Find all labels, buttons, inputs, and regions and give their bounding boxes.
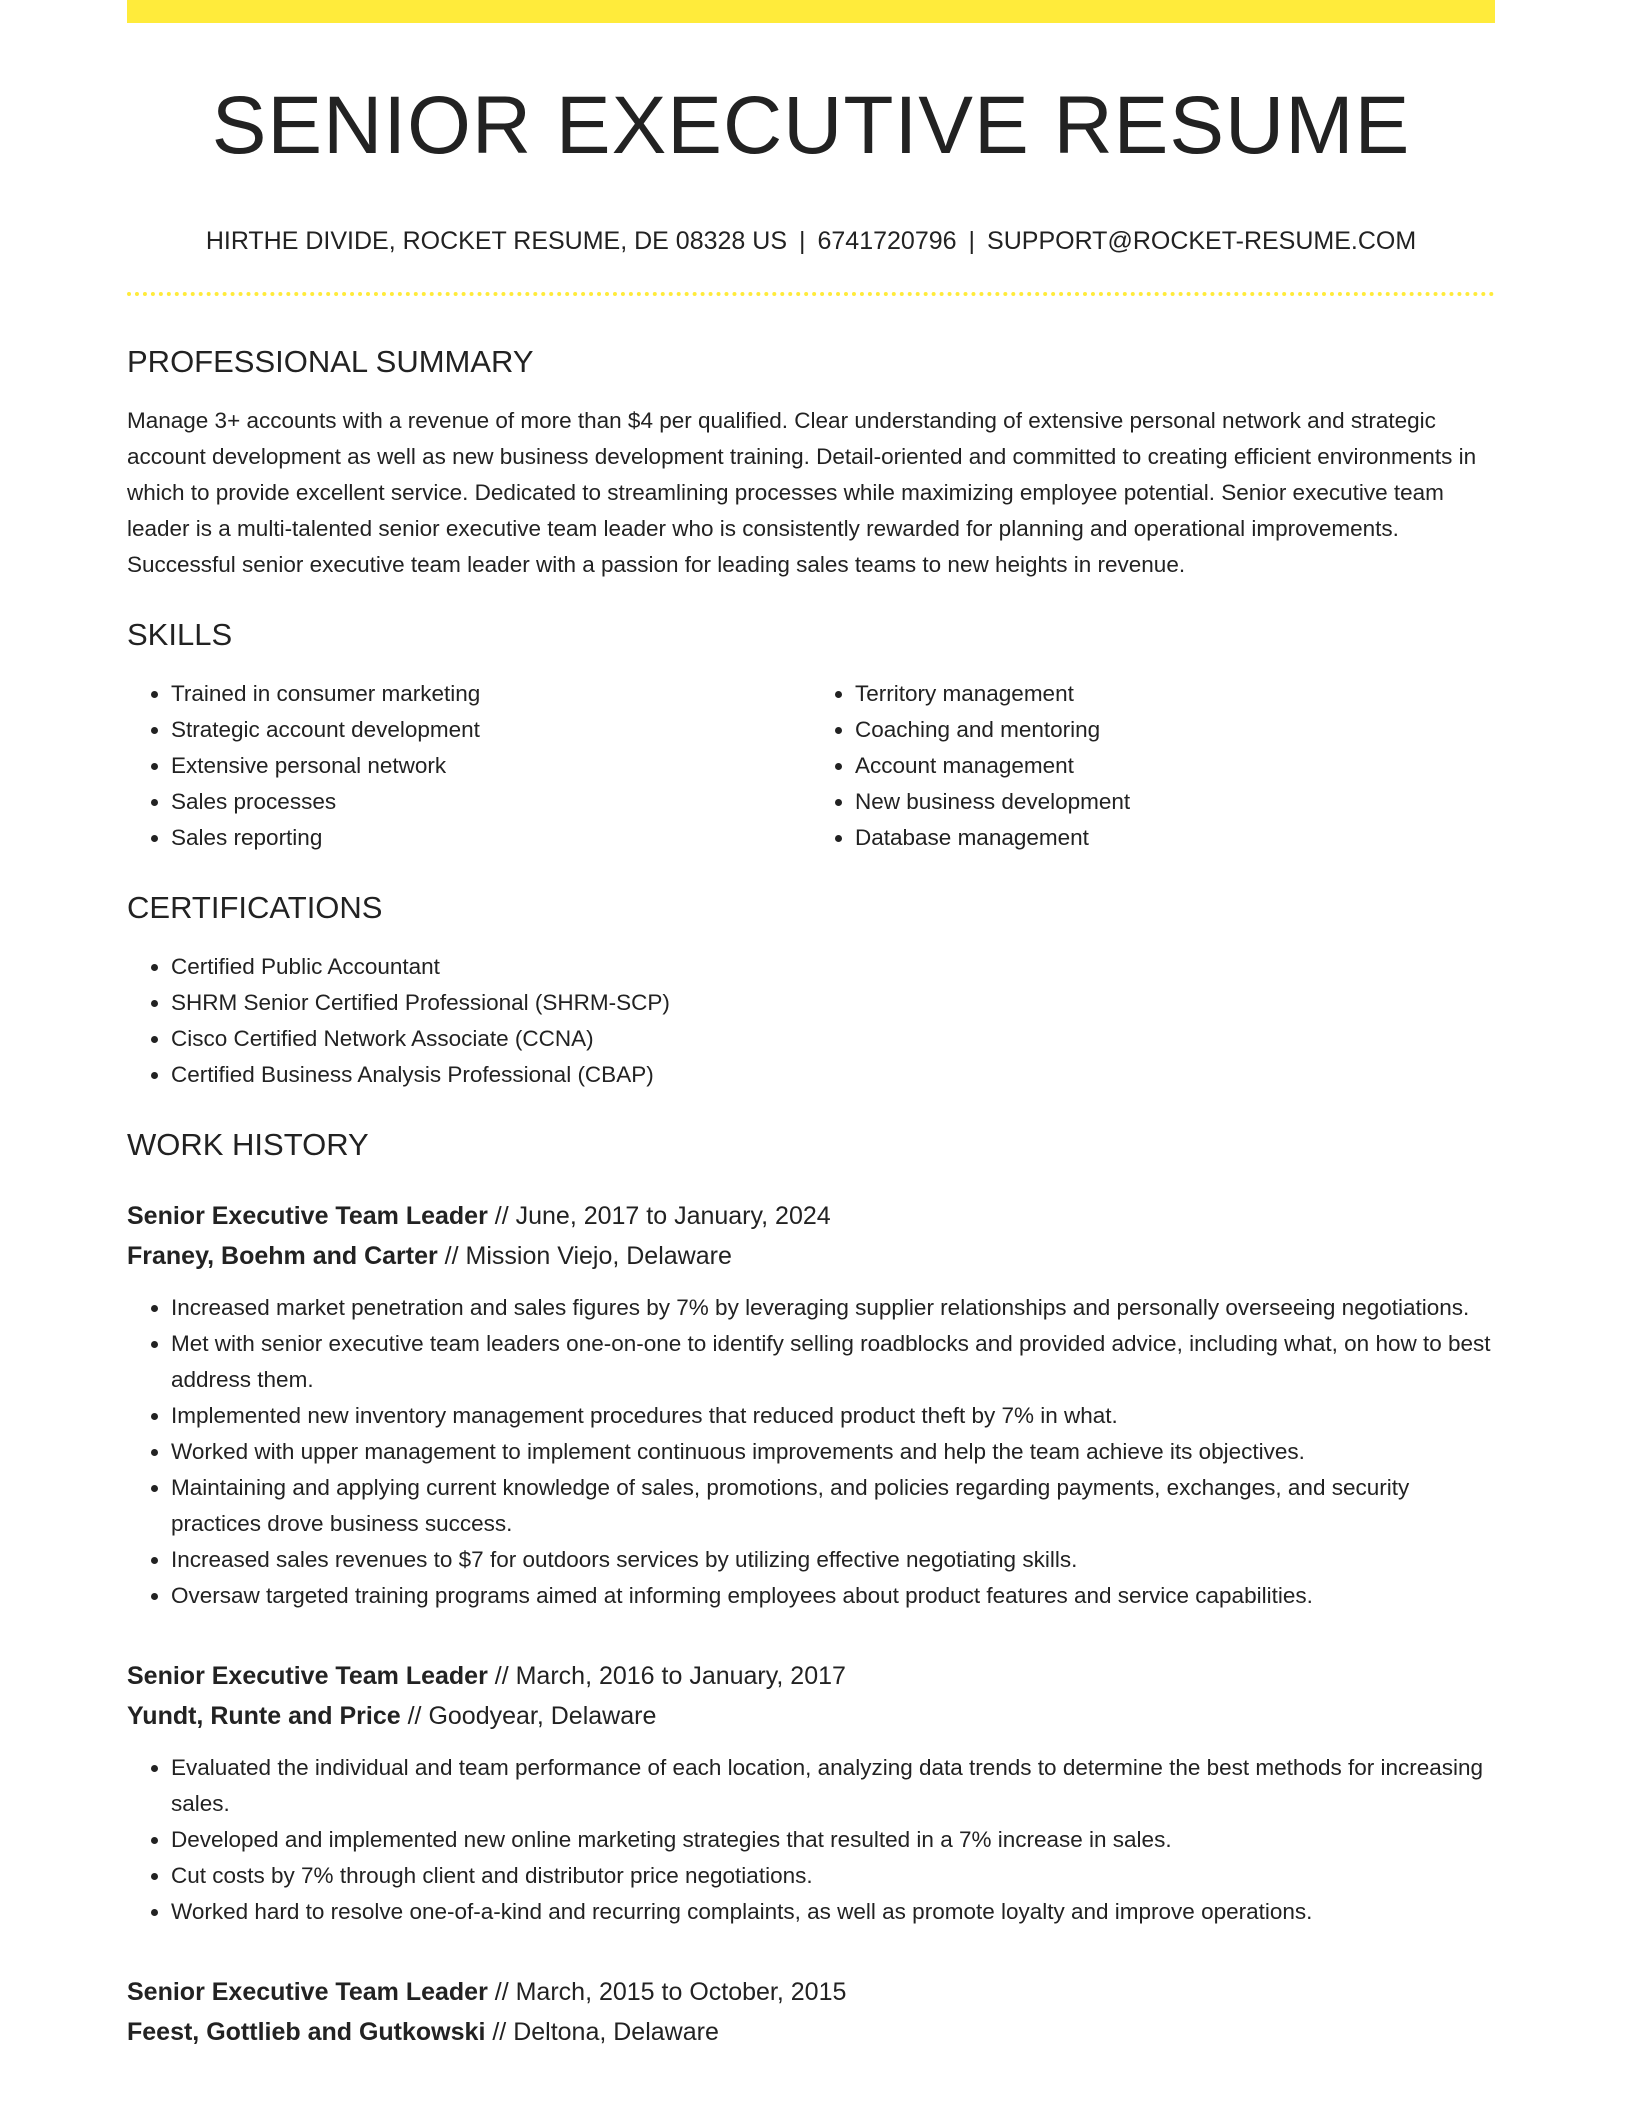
job-title-line xyxy=(127,1196,1495,1236)
job-title: Senior Executive Team Leader xyxy=(127,1202,488,1230)
divider: // xyxy=(487,1662,516,1690)
company-name: Feest, Gottlieb and Gutkowski xyxy=(127,2018,486,2046)
job-bullets xyxy=(127,1290,1495,1614)
certifications-list xyxy=(127,949,1495,1093)
section-heading: PROFESSIONAL SUMMARY xyxy=(127,344,534,379)
section-heading: CERTIFICATIONS xyxy=(127,890,383,925)
job-title-line xyxy=(127,1656,1495,1696)
job-dates: June, 2017 to January, 2024 xyxy=(515,1202,831,1230)
job-location: Mission Viejo, Delaware xyxy=(465,1242,732,1270)
email-link[interactable]: SUPPORT@ROCKET-RESUME.COM xyxy=(987,227,1417,255)
contact-line xyxy=(127,229,1495,254)
dotted-divider xyxy=(127,292,1495,296)
job-location: Deltona, Delaware xyxy=(513,2018,719,2046)
divider: // xyxy=(487,1978,516,2006)
company-line xyxy=(127,2012,1495,2052)
job-dates: March, 2015 to October, 2015 xyxy=(515,1978,847,2006)
divider: // xyxy=(485,2018,514,2046)
job-title-line xyxy=(127,1972,1495,2012)
divider: // xyxy=(400,1702,429,1730)
skills-section xyxy=(127,619,1495,856)
contact-separator: | xyxy=(968,227,976,255)
jobs-container xyxy=(127,1196,1495,2052)
job-location: Goodyear, Delaware xyxy=(428,1702,657,1730)
skill-item: • Database management xyxy=(855,820,1495,856)
job-title: Senior Executive Team Leader xyxy=(127,1662,488,1690)
skill-item: • Trained in consumer marketing xyxy=(171,676,811,712)
job-bullet: • Implemented new inventory management procedures that reduced product theft by 7% in what. xyxy=(171,1398,1495,1434)
certification-item: • Certified Business Analysis Professional (CBAP) xyxy=(171,1057,1495,1093)
skill-item: • Territory management xyxy=(855,676,1495,712)
phone: 6741720796 xyxy=(817,227,957,255)
company-name: Yundt, Runte and Price xyxy=(127,1702,401,1730)
skill-item: • Strategic account development xyxy=(171,712,811,748)
job-bullet: • Worked with upper management to implement continuous improvements and help the team achieve its objectives. xyxy=(171,1434,1495,1470)
skill-item: • Coaching and mentoring xyxy=(855,712,1495,748)
job-bullet: • Developed and implemented new online marketing strategies that resulted in a 7% increase in sales. xyxy=(171,1822,1495,1858)
certification-item: • Cisco Certified Network Associate (CCNA) xyxy=(171,1021,1495,1057)
skill-item: • Extensive personal network xyxy=(171,748,811,784)
company-line xyxy=(127,1236,1495,1276)
section-heading: SKILLS xyxy=(127,617,233,652)
skill-item: • Sales processes xyxy=(171,784,811,820)
address: HIRTHE DIVIDE, ROCKET RESUME, DE 08328 US xyxy=(205,227,787,255)
job-bullet: • Worked hard to resolve one-of-a-kind and recurring complaints, as well as promote loyalty and improve operations. xyxy=(171,1894,1495,1930)
job-dates: March, 2016 to January, 2017 xyxy=(515,1662,846,1690)
job-bullet: • Maintaining and applying current knowledge of sales, promotions, and policies regarding payments, exchanges, and security practices drove business success. xyxy=(171,1470,1495,1542)
skills-columns xyxy=(127,676,1495,856)
contact-separator: | xyxy=(799,227,806,255)
job-bullets xyxy=(127,1750,1495,1930)
skills-list-left xyxy=(127,676,811,856)
work-history-section xyxy=(127,1129,1495,2052)
section-heading: WORK HISTORY xyxy=(127,1127,369,1162)
top-accent-bar xyxy=(127,0,1495,23)
job-title: Senior Executive Team Leader xyxy=(127,1978,488,2006)
skill-item: • New business development xyxy=(855,784,1495,820)
skill-item: • Sales reporting xyxy=(171,820,811,856)
certifications-section xyxy=(127,892,1495,1093)
professional-summary-section xyxy=(127,346,1495,583)
resume-page xyxy=(127,0,1495,2052)
job-bullet: • Increased market penetration and sales figures by 7% by leveraging supplier relationships and personally overseeing negotiations. xyxy=(171,1290,1495,1326)
company-line xyxy=(127,1696,1495,1736)
certification-item: • Certified Public Accountant xyxy=(171,949,1495,985)
job-bullet: • Evaluated the individual and team performance of each location, analyzing data trends to determine the best methods for increasing sales. xyxy=(171,1750,1495,1822)
skills-list-right xyxy=(811,676,1495,856)
job-entry xyxy=(127,1656,1495,1930)
divider: // xyxy=(437,1242,466,1270)
summary-text: Manage 3+ accounts with a revenue of more than $4 per qualified. Clear understanding of extensive personal network and strategic account development as well as new business development training. Detail-oriented and committed to creating efficient environments in which to provide excellent service. Dedicated to streamlining processes while maximizing employee potential. Senior executive team leader is a multi-talented senior executive team leader who is consistently rewarded for planning and operational improvements. Successful senior executive team leader with a passion for leading sales teams to new heights in revenue. xyxy=(127,408,1477,577)
job-bullet: • Cut costs by 7% through client and distributor price negotiations. xyxy=(171,1858,1495,1894)
resume-title: SENIOR EXECUTIVE RESUME xyxy=(211,80,1411,171)
job-entry xyxy=(127,1972,1495,2052)
divider: // xyxy=(487,1202,516,1230)
job-bullet: • Met with senior executive team leaders one-on-one to identify selling roadblocks and provided advice, including what, on how to best address them. xyxy=(171,1326,1495,1398)
certification-item: • SHRM Senior Certified Professional (SHRM-SCP) xyxy=(171,985,1495,1021)
job-bullet: • Increased sales revenues to $7 for outdoors services by utilizing effective negotiating skills. xyxy=(171,1542,1495,1578)
job-entry xyxy=(127,1196,1495,1614)
skill-item: • Account management xyxy=(855,748,1495,784)
company-name: Franey, Boehm and Carter xyxy=(127,1242,438,1270)
job-bullet: • Oversaw targeted training programs aimed at informing employees about product features and service capabilities. xyxy=(171,1578,1495,1614)
